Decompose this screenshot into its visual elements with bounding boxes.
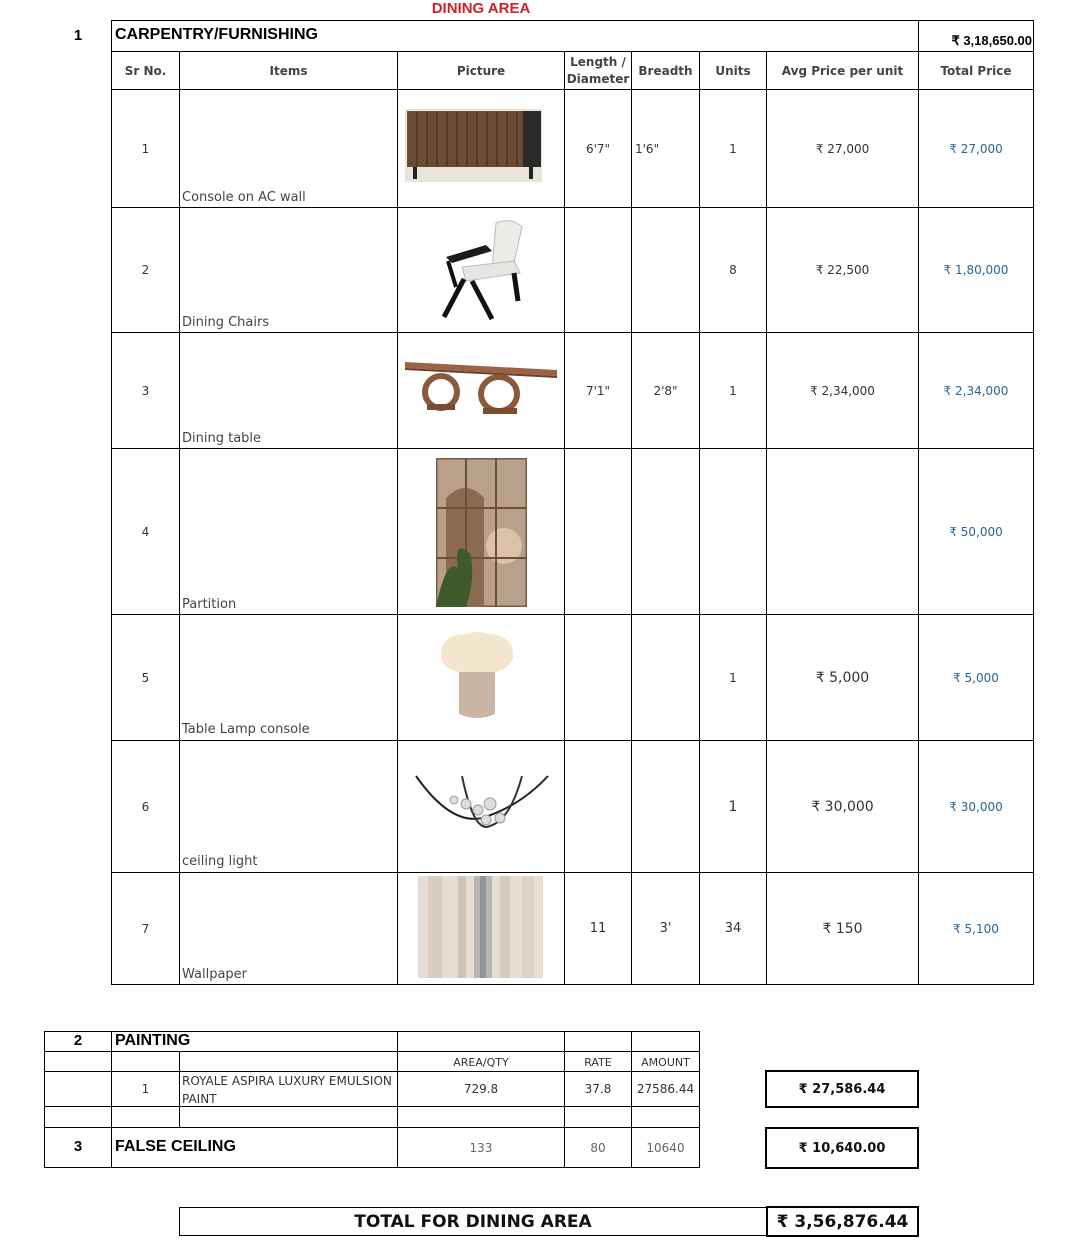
false-ceiling-area: 133 xyxy=(469,1141,493,1155)
section-title-false-ceiling: FALSE CEILING xyxy=(115,1138,236,1155)
row-7-item: Wallpaper xyxy=(182,967,248,982)
row-3-units: 1 xyxy=(729,383,737,398)
table-picture xyxy=(403,356,559,418)
row-4-item: Partition xyxy=(182,597,237,612)
row-6-sr: 6 xyxy=(141,799,150,814)
row-1-length: 6'7" xyxy=(585,141,611,156)
false-ceiling-rate: 80 xyxy=(590,1141,606,1155)
pendant-light-icon xyxy=(414,774,550,836)
row-7-breadth: 3' xyxy=(659,921,672,936)
row-1-total-price: ₹ 27,000 xyxy=(949,141,1003,156)
false-ceiling-total-box: ₹ 10,640.00 xyxy=(765,1127,919,1169)
row-2-avg-price: ₹ 22,500 xyxy=(815,263,870,277)
row-2-total-price: ₹ 1,80,000 xyxy=(943,263,1009,277)
header-items: Items xyxy=(269,63,308,78)
row-1-sr: 1 xyxy=(141,141,150,156)
false-ceiling-amount: 10640 xyxy=(646,1141,685,1155)
dining-table-icon xyxy=(403,356,559,418)
row-3-total-price: ₹ 2,34,000 xyxy=(943,383,1009,398)
row-7-avg-price: ₹ 150 xyxy=(822,920,863,937)
row-7-sr: 7 xyxy=(141,921,150,936)
section-number-3: 3 xyxy=(73,1138,83,1155)
row-1-item: Console on AC wall xyxy=(182,190,306,205)
row-3-breadth: 2'8" xyxy=(653,383,678,398)
console-icon xyxy=(405,109,542,182)
row-6-item: ceiling light xyxy=(182,854,258,869)
row-3-length: 7'1" xyxy=(585,383,611,398)
row-2-sr: 2 xyxy=(141,263,150,277)
header-total-price: Total Price xyxy=(940,63,1012,78)
painting-header-area: AREA/QTY xyxy=(453,1055,509,1069)
painting-header-rate: RATE xyxy=(584,1055,612,1069)
painting-total-box: ₹ 27,586.44 xyxy=(765,1070,919,1108)
section-number-2: 2 xyxy=(73,1032,83,1049)
row-7-total-price: ₹ 5,100 xyxy=(953,921,999,936)
row-2-item: Dining Chairs xyxy=(182,315,270,330)
header-units: Units xyxy=(715,63,751,78)
grand-total-label: TOTAL FOR DINING AREA xyxy=(179,1207,767,1236)
section-number-1: 1 xyxy=(73,27,83,44)
row-1-avg-price: ₹ 27,000 xyxy=(815,141,870,156)
row-2-units: 8 xyxy=(729,263,737,277)
row-6-total-price: ₹ 30,000 xyxy=(949,799,1003,814)
row-5-total-price: ₹ 5,000 xyxy=(953,670,999,685)
row-1-breadth: 1'6" xyxy=(635,141,660,156)
table-lamp-icon xyxy=(437,630,517,722)
painting-row-rate: 37.8 xyxy=(584,1082,612,1096)
row-5-avg-price: ₹ 5,000 xyxy=(815,669,870,686)
painting-row-area: 729.8 xyxy=(463,1082,499,1096)
row-5-sr: 5 xyxy=(141,670,150,685)
row-4-total-price: ₹ 50,000 xyxy=(949,524,1003,539)
row-7-units: 34 xyxy=(724,921,742,936)
painting-row-sr: 1 xyxy=(141,1082,150,1096)
partition-picture xyxy=(436,458,527,607)
row-3-avg-price: ₹ 2,34,000 xyxy=(810,383,875,398)
furnishing-section-total: ₹ 3,18,650.00 xyxy=(951,33,1032,48)
painting-row-item: ROYALE ASPIRA LUXURY EMULSION PAINT xyxy=(182,1074,392,1106)
wallpaper-picture xyxy=(418,876,543,978)
ceiling-light-picture xyxy=(414,774,550,836)
lamp-picture xyxy=(437,630,517,722)
row-6-avg-price: ₹ 30,000 xyxy=(811,798,874,815)
row-3-sr: 3 xyxy=(141,383,150,398)
header-sr-no: Sr No. xyxy=(124,63,167,78)
row-7-length: 11 xyxy=(589,921,607,936)
section-title-painting: PAINTING xyxy=(115,1032,191,1049)
chair-icon xyxy=(434,215,529,323)
row-6-units: 1 xyxy=(728,798,738,815)
painting-row-amount: 27586.44 xyxy=(636,1082,695,1096)
painting-header-amount: AMOUNT xyxy=(641,1055,690,1069)
partition-icon xyxy=(436,458,527,607)
row-4-sr: 4 xyxy=(141,524,150,539)
header-picture: Picture xyxy=(456,63,506,78)
header-avg-price: Avg Price per unit xyxy=(781,63,904,78)
header-breadth: Breadth xyxy=(638,63,693,78)
wallpaper-swatch-icon xyxy=(418,876,543,978)
row-3-item: Dining table xyxy=(182,431,262,446)
page-title: DINING AREA xyxy=(431,0,531,17)
section-title-furnishing: CARPENTRY/FURNISHING xyxy=(115,26,318,43)
console-picture xyxy=(405,109,542,182)
row-5-item: Table Lamp console xyxy=(182,722,310,737)
grand-total-value: ₹ 3,56,876.44 xyxy=(766,1206,919,1237)
row-5-units: 1 xyxy=(729,670,737,685)
row-1-units: 1 xyxy=(729,141,737,156)
header-length-diameter: Length / Diameter xyxy=(566,54,630,86)
chair-picture xyxy=(434,215,529,323)
